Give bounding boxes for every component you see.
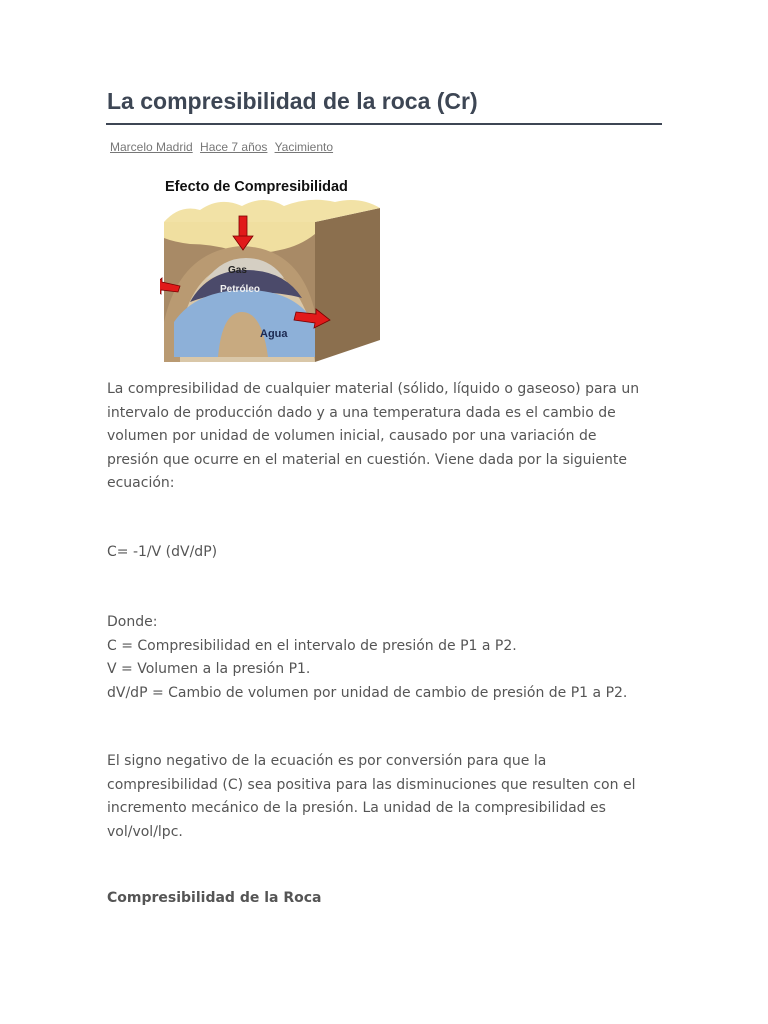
definitions-block <box>107 611 667 705</box>
paragraph-line: La compresibilidad de cualquier material (sólido, líquido o gaseoso) para un <box>107 381 640 397</box>
intro-paragraph <box>107 378 667 496</box>
category-link[interactable]: Yacimiento <box>274 140 334 154</box>
section-heading: Compresibilidad de la Roca <box>107 890 322 906</box>
paragraph-line: incremento mecánico de la presión. La unidad de la compresibilidad es <box>107 800 606 816</box>
article-meta <box>110 140 337 154</box>
paragraph-line: intervalo de producción dado y a una temperatura dada es el cambio de <box>107 404 616 421</box>
date-link[interactable]: Hace 7 años <box>200 140 268 154</box>
page-title: La compresibilidad de la roca (Cr) <box>107 88 478 114</box>
definition-line: V = Volumen a la presión P1. <box>107 661 311 677</box>
title-divider <box>106 123 662 125</box>
author-link[interactable]: Marcelo Madrid <box>110 140 193 154</box>
compressibility-diagram <box>160 172 388 368</box>
gas-label: Gas <box>228 265 247 276</box>
paragraph-line: compresibilidad (C) sea positiva para las disminuciones que resulten con el <box>107 776 636 793</box>
water-label: Agua <box>260 328 288 340</box>
definition-line: Donde: <box>107 614 158 630</box>
paragraph-line: volumen por unidad de volumen inicial, causado por una variación de <box>107 428 597 444</box>
oil-label: Petróleo <box>220 284 261 295</box>
paragraph-line: ecuación: <box>107 475 175 491</box>
paragraph-line: El signo negativo de la ecuación es por conversión para que la <box>107 753 547 769</box>
paragraph-line: presión que ocurre en el material en cuestión. Viene dada por la siguiente <box>107 451 627 468</box>
block-side-face <box>315 208 380 362</box>
paragraph-line: vol/vol/lpc. <box>107 823 183 840</box>
equation: C= -1/V (dV/dP) <box>107 544 218 560</box>
sign-paragraph <box>107 750 667 844</box>
definition-line: dV/dP = Cambio de volumen por unidad de cambio de presión de P1 a P2. <box>107 684 628 701</box>
definition-line: C = Compresibilidad en el intervalo de presión de P1 a P2. <box>107 637 517 654</box>
figure-title: Efecto de Compresibilidad <box>165 179 348 195</box>
